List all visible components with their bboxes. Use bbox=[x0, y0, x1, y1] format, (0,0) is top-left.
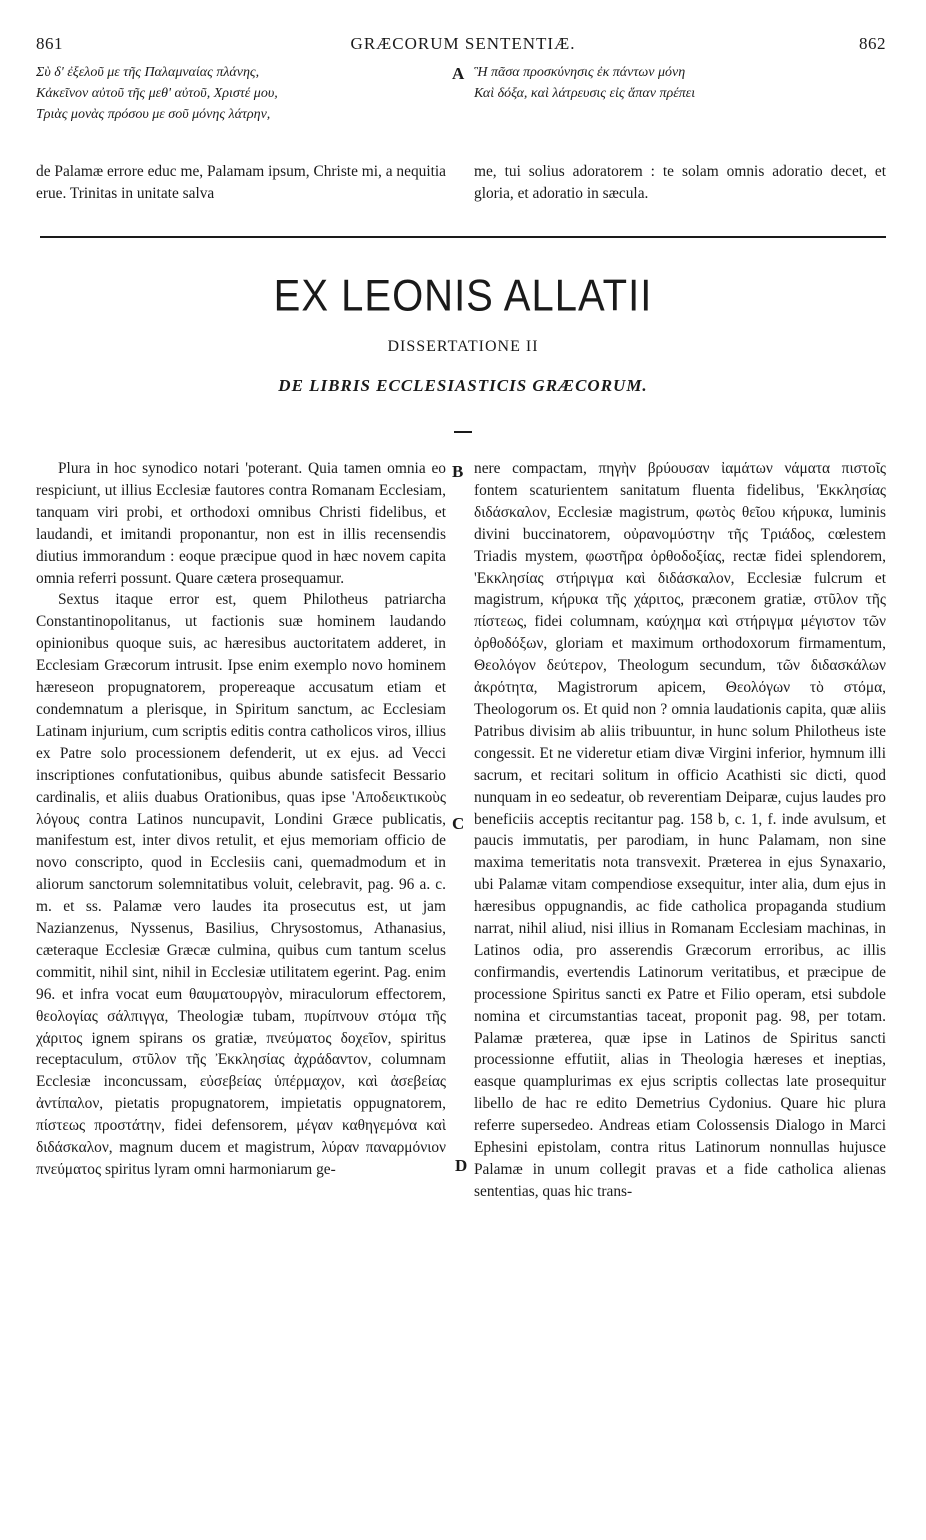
verse-line: Κἀκεῖνον αὐτοῦ τῆς μεθ' αὐτοῦ, Χριστέ μου, bbox=[36, 86, 278, 101]
margin-marker-d: D bbox=[455, 1156, 468, 1175]
margin-marker-c: C bbox=[452, 814, 465, 833]
title-dash bbox=[454, 431, 472, 433]
paragraph: nere compactam, πηγὴν βρύουσαν ἰαμάτων νάματα πιστοῖς fontem scaturientem sanitatum fluenta fidelibus, 'Εκκλησίας διδάσκαλον, Ecclesiæ magistrum, φωτὸς θεῖου κήρυκα, luminis divini buccinatorem, οὐρανομύστην τῆς Τριάδος, cœlestem Triadis mystem, φωστῆρα ὀρθοδοξίας, rectæ fidei splendorem, 'Εκκλησίας στήριγμα καὶ διδάσκαλον, Ecclesiæ fulcrum et magistrum, κήρυκα τῆς χάριτος, præconem gratiæ, στῦλον τῆς πίστεως, fidei columnam, καύχημα καὶ στήριγμα μέγιστον τῶν ὀρθοδόξων, gloriam et maximum orthodoxorum firmamentum, Θεολόγον δεύτερον, Theologum secundum, τῶν διδασκάλων ἀκρότητα, Magistrorum apicem, Θεολόγων τὸ στόμα, Theologorum os. Et quid non ? omnia laudationis capita, quæ aliis Patribus divisim ab aliis tribuuntur, in hunc solum Philotheus iste congessit. Et ne videretur etiam divæ Virgini inferior, hymnum illi sacrum, et recitari solitum in officio Acathisti sic dicti, quod nunquam in eo sedeatur, ob reverentiam Deiparæ, cujus laudes pro beneficiis acceptis recitantur pag. 158 b, c. 1, f. inde avulsum, et paucis immutatis, per parodiam, in hunc Palamam, non sine maxima temeritatis nota transvexit. Præterea in ejus Synaxario, ubi Palamæ vitam compendiose exsequitur, inter alia, dum ejus in hæresibus oppugnandis, ac fide catholica propaganda studium narrat, nihil aliud, nisi illius in Romanam Ecclesiam machinas, in Latinos odia, pro asserendis Græcorum erroribus, ac illis confirmandis, evertendis Latinorum veritatibus, et præcipue de processione Spiritus sancti ex Patre et Filio operam, etsi subdole nomina et circumstantias taceat, proponit pag. 98, per totam. Palamæ præterea, quæ ipse in Latinos de Spiritus sancti processionne effutiit, alias in Theologia hæreses et ineptias, easque quamplurimas ex ejus scriptis collectas late prosequitur libello de hac re edito Demetrius Cydonius. Quare hic plura referre supersedeo. Andreas etiam Colossensis Dialogo in Marci Ephesini epistolam, contra ritus Latinorum nonnullas hujusce Palamæ in unum collegit pravas et a fide catholica alienas sententias, quas hic trans- bbox=[474, 460, 886, 1200]
margin-marker-b: B bbox=[452, 462, 464, 481]
verse-left bbox=[36, 62, 436, 125]
section-subtitle: DISSERTATIONE II bbox=[387, 338, 539, 355]
verse-line: Ἣ πᾶσα προσκύνησις ἐκ πάντων μόνη bbox=[474, 65, 686, 80]
verse-line: Τριὰς μονὰς πρόσου με σοῦ μόνης λάτρην, bbox=[36, 107, 271, 122]
right-column bbox=[474, 458, 886, 1203]
page-number-left: 861 bbox=[36, 34, 63, 53]
verse-line: Καὶ δόξα, καὶ λάτρευσις εἰς ἅπαν πρέπει bbox=[474, 86, 696, 101]
verse-translation-right: me, tui solius adoratorem : te solam omnis adoratio decet, et gloria, et adoratio in sæcula. bbox=[474, 163, 886, 202]
left-column bbox=[36, 458, 446, 1181]
verse-right bbox=[474, 62, 884, 104]
running-title: GRÆCORUM SENTENTIÆ. bbox=[350, 34, 576, 53]
page-number-right: 862 bbox=[859, 34, 886, 53]
section-subtitle-italic: DE LIBRIS ECCLESIASTICIS GRÆCORUM. bbox=[278, 376, 648, 395]
verse-translation-left: de Palamæ errore educ me, Palamam ipsum, Christe mi, a nequitia erue. Trinitas in unitate salva bbox=[36, 163, 446, 202]
margin-marker-a: A bbox=[452, 64, 465, 83]
paragraph: Plura in hoc synodico notari 'poterant. Quia tamen omnia eo respiciunt, ut illius Ecclesiæ fautores contra Romanam Ecclesiam, tanquam viri probi, et orthodoxi omnibus Christi fidelibus, et laudandi, et imitandi proponantur, non est in illis recensendis diutius immorandum : eoque præcipue quod in hæc novem capita omnia referri possunt. Quare cætera prosequamur. bbox=[36, 460, 446, 587]
verse-line: Σὺ δ' ἐξελοῦ με τῆς Παλαμναίας πλάνης, bbox=[36, 65, 260, 80]
section-divider bbox=[40, 236, 886, 238]
paragraph: Sextus itaque error est, quem Philotheus patriarcha Constantinopolitanus, ut factionis suæ hominem laudando opinionibus quoque suis, ac hæresibus auctoritatem adderet, in Ecclesiam Græcorum intrusit. Ipse enim exemplo novo hominem hæreseon propugnatorem, propereaque accusatum etiam et condemnatum a plerisque, in Spiritum sanctum, ac Ecclesiam Latinam injurium, cum scriptis editis contra catholicos viros, illius ex Patre solo processionem defenderit, ut ex ejus. ad Vecci inscriptiones confutationibus, quibus abunde satisfecit Bessario cardinalis, et aliis duabus Orationibus, quas ipse 'Αποδεικτικοὺς λόγους contra Latinos nuncupavit, Londini Græce publicatis, manifestum est, inter divos retulit, et ejus memoriam officio de novo conscripto, quod in Ecclesiis cani, quemadmodum et in aliorum sanctorum solemnitatibus voluit, celebravit, pag. 96 a. c. m. et ss. Palamæ vero laudes ita prosecutus est, ut jam Nazianzenus, Nyssenus, Basilius, Chrysostomus, Athanasius, cæteraque Ecclesiæ Græcæ culmina, quibus cum tantum scelus commitit, nihil sint, nihil in Ecclesiæ utilitatem egerint. Pag. enim 96. et infra vocat eum θαυματουργὸν, miraculorum effectorem, θεολογίας σάλπιγγα, Theologiæ tubam, πυρίπνουν στόμα τῆς χάριτος ignem spirans os gratiæ, πνεύματος δοχεῖον, spiritus receptaculum, στῦλον τῆς Ἐκκλησίας ἀχράδαντον, columnam Ecclesiæ inconcussam, εὐσεβείας ὑπέρμαχον, καὶ ἀσεβείας ἀντίπαλον, pietatis propugnatorem, impietatis oppugnatorem, πίστεως προστάτην, fidei defensorem, μέγαν καθηγεμόνα καὶ διδάσκαλον, magnum ducem et magistrum, λύραν παναρμόνιον πνεύματος spiritus lyram omni harmoniarum ge- bbox=[36, 591, 446, 1178]
section-title: EX LEONIS ALLATII bbox=[273, 271, 653, 321]
